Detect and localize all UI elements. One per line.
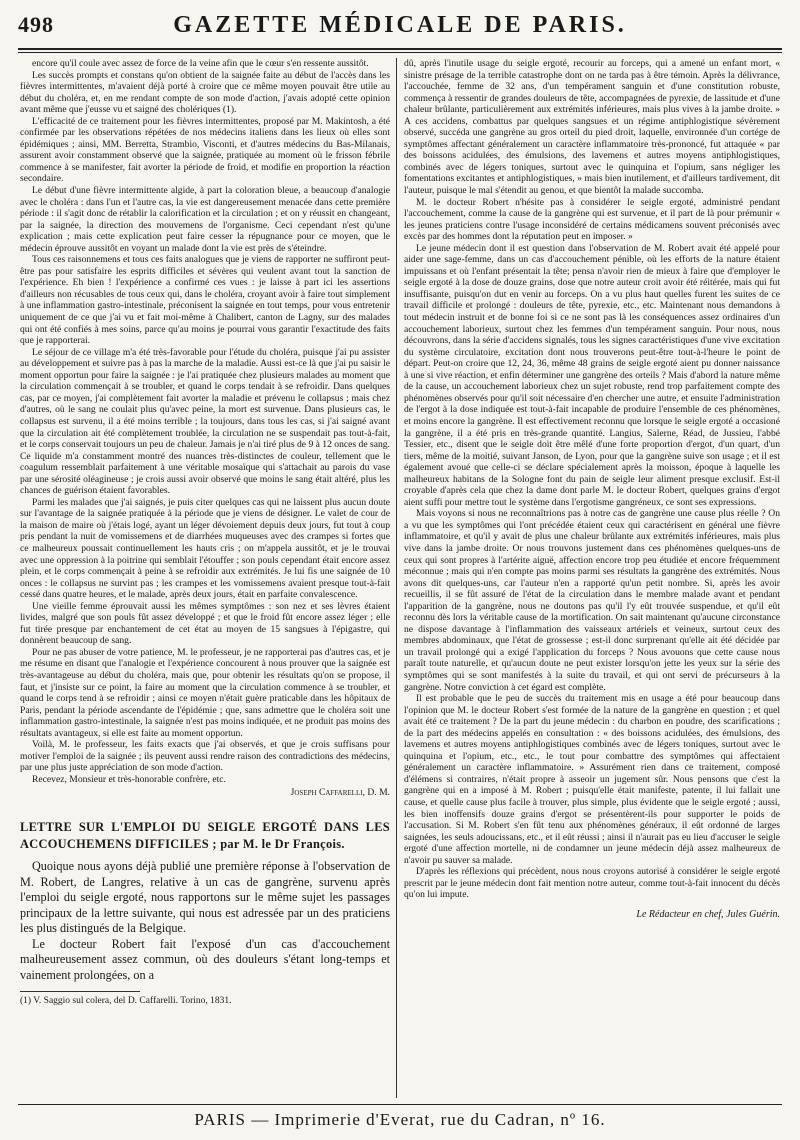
paragraph: Il est probable que le peu de succès du traitement mis en usage a été pour beaucoup dans l'opinion que M. le docteur Robert s'est formée de la nature de la gangrène en question ; et quel avait été ce traitement ? De la part du jeune médecin : du charbon en poudre, des scarifications ; de la part des médecins appelés en consultation : « des boissons acidulées, des émulsions, des lavemens et autres moyens antiphlogistiques combinés avec de légers toniques, surtout avec le quinquina et l'opium, etc., etc., le tout pour combattre des symptômes qui affectaient généralement un caractère inflammatoire. » Assurément rien dans ce traitement, composé d'élémens si contraires, n'était propre à asseoir un jugement sûr. Nous pensons que c'est la gangrène qui en a imposé à M. Robert ; puisqu'elle était manifeste, patente, il lui fallait une cause, et quelle cause plus facile à trouver, plus simple, plus évidente que le seigle ergoté ; aussi, les bien inoffensifs douze grains d'ergot se présentèrent-ils pour supporter le poids de l'accusation. Si M. Robert s'en fût tenu aux phénomènes généraux, il eût ordonné de larges saignées, les seuls adoucissans, etc., et il eût réussi ; ainsi il n'aurait pas eu lieu d'accuser le seigle ergoté d'une affection mortelle, ni de condamner un jeune médecin déjà assez malheureux de n'avoir pu sauver sa malade.: [404, 693, 780, 866]
header-rule: [18, 48, 782, 53]
left-column: [20, 58, 390, 1098]
masthead-title: GAZETTE MÉDICALE DE PARIS.: [173, 12, 627, 38]
paragraph: Recevez, Monsieur et très-honorable confrère, etc.: [32, 773, 226, 785]
article-intro: [20, 859, 390, 983]
paragraph: L'efficacité de ce traitement pour les fièvres intermittentes, proposé par M. Makintosh, a été confirmée par les observations répétées de nos médecins italiens dans les lieux où elles sont épidémiques ; ainsi, MM. Berretta, Strambio, Visconti, et d'autres médecins du Bas-Milanais, assurent avoir constamment observé que la saignée, pratiquée au moment où le frisson fébrile commence à se manifester, fait avorter la période de froid, et modifie en proportion la réaction secondaire.: [20, 115, 390, 185]
paragraph: encore qu'il coule avec assez de force de la veine afin que le cœur s'en ressente aussitôt.: [32, 58, 369, 69]
paragraph: Tous ces raisonnemens et tous ces faits analogues que je viens de rapporter ne suffiront peut-être pas pour satisfaire les esprits difficiles et sévères qui veulent avant tout la sanction de l'expérience. Eh bien ! l'expérience a confirmé ces vues : je laisse à part ici les assertions d'ailleurs non récusables de tous ceux qui, dans le choléra, croyant avoir à faire tout simplement à une inflammation gastro-intestinale, préconisent la saignée en tout temps, pour vous entretenir uniquement de ce que j'ai vu et fait moi-même à Chalibert, canton de Lagny, sur des malades qui ont été confiés à mes soins, parce qu'au moins je pourrai vous garantir l'exactitude des faits que je rapporterai.: [20, 254, 390, 347]
paragraph: Le jeune médecin dont il est question dans l'observation de M. Robert avait été appelé pour aider une sage-femme, dans un cas d'accouchement pénible, où les efforts de la nature étaient impuissans et où l'enfant présentait la tête; pensa n'avoir rien de mieux à faire que d'employer le seigle ergoté à la dose de douze grains, dose que notre auteur croit avoir été réitérée, mais qui fut insuffisante, puisqu'on dut en venir au forceps. On a vu plus haut quelles furent les suites de ce travail difficile et prolongé : douleurs de tête, pyrexie, etc., etc. Maintenant nous demandons à tout médecin instruit et de bonne foi si ce ne sont pas là les conséquences assez ordinaires d'un accouchement laborieux, surtout chez les femmes d'un tempérament sanguin. Pour nous, nous découvrons, dans la série d'accidens signalés, tous les signes caractéristiques d'une vive excitation du système circulatoire, excitation dont nous trouverons peut-être tout-à-l'heure le point de départ. Peut-on croire que 12, 24, 36, même 48 grains de seigle ergoté aient pu donner naissance à une si vive réaction, et enfin déterminer une gangrène des orteils ? Mais d'abord la nature même de la cause, un accouchement laborieux chez un sujet robuste, rend trop parfaitement compte des phénomènes observés pour qu'il soit nécessaire d'en chercher une autre, et ensuite l'administration de l'ergot à la dose indiquée est tout-à-fait incapable de produire l'ensemble de ces phénomènes, et moins encore la gangrène. Il est effectivement reconnu que lorsque le seigle ergoté a occasioné la gangrène, il a été pris en très-grande quantité. Langius, Salerne, Réad, de Jussieu, l'abbé Tessier, etc., disent que le seigle doit être mêlé d'une forte proportion d'ergot, d'un quart, d'un tiers, même de la moitié, suivant Janson, de Lyon, pour que la gangrène suive son usage ; et il est également avoué que celle-ci se déclare spécialement après la moisson, époque à laquelle les malheureux habitans de la Sologne font du pain de seigle leur aliment presque exclusif. Est-il croyable d'après cela que chez la dame dont parle M. le docteur Robert, quelques grains d'ergot aient suffi pour mettre tout le système dans l'ergotisme gangréneux, ce sont ses expressions.: [404, 242, 780, 508]
page-header: [18, 12, 782, 42]
column-divider: [396, 58, 397, 1098]
paragraph: Pour ne pas abuser de votre patience, M. le professeur, je ne rapporterai pas d'autres cas, et je me résume en disant que l'analogie et l'expérience concourent à nous prouver que la saignée est très-avantageuse au début du choléra, mais que, pour obtenir les résultats qu'on se propose, il faut, et j'insiste sur ce point, la faire au moment que la circulation commence à se troubler, et quand le corps tend à se refroidir ; ainsi ce moyen n'était guère praticable dans les hôpitaux de Paris, pendant la période ascendante de l'épidémie ; que, sans admettre que le choléra soit une inflammation gastro-intestinale, la saignée n'est pas moins indiquée, et ne produit pas moins des résultats avantageux, si elle est faite au moment opportun.: [20, 646, 390, 739]
page-number: 498: [18, 12, 54, 37]
paragraph: Mais voyons si nous ne reconnaîtrions pas à notre cas de gangrène une cause plus réelle ? On a vu que les symptômes qui l'ont précédée étaient ceux qui caractérisent en général une fièvre inflammatoire, et qu'il y avait de plus une chaleur brûlante aux extrémités inférieures, mais plus vive dans la jambe droite. Or nous trouvons justement dans ces phénomènes quelques-uns de ceux qui sont propres à l'artérite aiguë, affection encore trop peu étudiée et encore fréquemment méconnue ; mais qui n'en compte pas moins parmi ses résultats la gangrène des extrémités. Nous avons dit quelques-uns, car l'auteur n'en a rapporté qu'un petit nombre. Si, après les avoir recueillis, il se fût assuré de l'état de la circulation dans le membre malade avant et pendant l'apparition de la gangrène, nous ne doutons pas qu'il l'y eût trouvée suspendue, et qu'il eût reconnu dès lors la véritable cause de la mortification. On sait maintenant qu'aucune circonstance ne dispose davantage à l'inflammation des vaisseaux artériels et veineux, surtout ceux des membres abdominaux, que l'état de grossesse ; est-il donc surprenant qu'elle ait été décidée par un travail prolongé qui a exigé l'application du forceps ? Nous avouons que cette cause nous paraît toute naturelle, et qu'aucun doute ne peut exister lorsqu'on jette les yeux sur la série des symptômes qui se sont manifestés à la suite du travail, et qui ont servi de précurseurs à la gangrène. Notre conviction à cet égard est complète.: [404, 508, 780, 693]
article-title: LETTRE SUR L'EMPLOI DU SEIGLE ERGOTÉ DANS LES ACCOUCHEMENS DIFFICILES ; par M. le Dr François.: [20, 820, 390, 851]
paragraph: Parmi les malades que j'ai saignés, je puis citer quelques cas qui ne laissent plus aucun doute sur l'avantage de la saignée pratiquée à la période que je viens de désigner. Le valet de cour de la maison de maire où j'étais logé, ayant un léger dévoiement depuis deux jours, fut tout à coup pris pendant la nuit de vomissemens et de diarrhées muqueuses avec des crampes si fortes que ce malheureux poussait continuellement les hauts cris ; on m'appela aussitôt, et je le trouvai avec une oppression à la poitrine qui semblait l'étouffer ; son pouls cependant était encore assez plein, et le corps commençait à peine à se refroidir aux extrémités. Je lui fis une saignée de 10 onces : le collapsus ne survint pas ; les crampes et les vomissemens avaient presque tout-à-fait cessé dans quatre heures, et le malade, après deux jours, était en parfaite convalescence.: [20, 496, 390, 601]
paragraph: Les succès prompts et constans qu'on obtient de la saignée faite au début de l'accès dans les fièvres intermittentes, m'avaient déjà porté à croire que ce même moyen pouvait être utile au début du choléra, et, en me rendant compte de son mode d'action, j'avais adopté cette opinion avant même que j'eusse vu et saigné des cholériques (1).: [20, 69, 390, 116]
footnote: (1) V. Saggio sul colera, del D. Caffarelli. Torino, 1831.: [20, 996, 232, 1006]
paragraph: Le séjour de ce village m'a été très-favorable pour l'étude du choléra, puisque j'ai pu assister au développement et suivre pas à pas la marche de la maladie. Aussi est-ce là que j'ai pu saisir le moment opportun pour faire la saignée : je l'ai pratiquée chez plusieurs malades au moment que la circulation commençait à se troubler, et quand le corps tendait à se refroidir. Dans quelques cas, par ce moyen, j'ai complètement fait avorter la maladie et prévenu le collapsus ; mais chez d'autres, où le sang ne coulait plus qu'avec peine, la mort est survenue. Dans plusieurs cas, le collapsus est survenu, il a été moins terrible ; la toujours, dans tous les cas, si j'ai saigné avant que la circulation ait été complètement troublée, la circulation ne se suspendait pas tout-à-fait, et le corps conservait toujours un peu de chaleur. Jamais je n'ai tiré plus de 9 à 12 onces de sang. Ce liquide m'a constamment montré des nuances très-distinctes de couleur, tellement que le coagulum ressemblait parfaitement à une véritable mosaïque qui s'attachait au parois du vase par une sérosité oléagineuse ; je crois aussi avoir observé que moins le sang était altéré, plus les chances de guérison étaient favorables.: [20, 346, 390, 497]
right-column: [404, 58, 780, 1098]
printer-imprint: PARIS — Imprimerie d'Everat, rue du Cadran, nº 16.: [194, 1110, 606, 1129]
paragraph: M. le docteur Robert n'hésite pas à considérer le seigle ergoté, administré pendant l'accouchement, comme la cause de la gangrène qui est survenue, et il part de là pour prémunir « les jeunes praticiens contre l'usage inconsidéré de certains médicamens souvent préconisés avec excès par des hommes dont la réputation peut en imposer. »: [404, 196, 780, 243]
footer-rule: [18, 1104, 782, 1105]
editor-signature: Le Rédacteur en chef, Jules Guérin.: [636, 908, 780, 920]
letter-signature: Joseph Caffarelli, D. M.: [290, 787, 390, 799]
paragraph: Voilà, M. le professeur, les faits exacts que j'ai observés, et que je crois suffisans pour motiver l'emploi de la saignée ; ils peuvent aussi rendre raison des contradictions des médecins, par une plus juste appréciation de son mode d'action.: [20, 739, 390, 774]
paragraph: dû, après l'inutile usage du seigle ergoté, recourir au forceps, qui a amené un enfant mort, « sinistre présage de la terrible catastrophe dont on ne tarda pas à être témoin. Après la délivrance, l'accouchée, femme de 32 ans, d'un tempérament sanguin et d'une constitution robuste, commença à ressentir de grandes douleurs de tête, accompagnées de pyrexie, de lassitude et d'une chaleur brûlante, particulièrement aux extrémités inférieures, mais plus vives à la jambe droite. » A ces accidens, combattus par quelques sangsues et un régime antiphlogistique sévèrement observé, succéda une gangrène au gros orteil du pied droit, laquelle, environnée d'un cortége de symptômes affectant généralement un caractère inflammatoire très-prononcé, fut attaquée « par des boissons acidulées, des émulsions, des lavemens et autres moyens antiphlogistiques, combinés avec de légers toniques, surtout avec le quinquina et l'opium, sans négliger les fomentations excitantes et antiphlogistiques, » mais bien inutilement, et d'ailleurs tardivement, dit l'auteur, puisque le mal s'étendit au genou, et que bientôt la malade succomba.: [404, 58, 780, 197]
paragraph: Quoique nous ayons déjà publié une première réponse à l'observation de M. Robert, de Langres, relative à un cas de gangrène, survenu après l'emploi du seigle ergoté, nous rapportons sur le même sujet les passages principaux de la lettre suivante, qui nous est adressée par un des praticiens les plus distingués de la Belgique.: [20, 859, 390, 935]
paragraph: Une vieille femme éprouvait aussi les mêmes symptômes : son nez et ses lèvres étaient livides, malgré que son pouls fût assez développé ; et que le froid fût encore assez léger ; elle fut tirée presque par enchantement de cet état au moyen de 15 sangsues à l'épigastre, qui donnèrent beaucoup de sang.: [20, 600, 390, 647]
paragraph: Le docteur Robert fait l'exposé d'un cas d'accouchement malheureusement assez commun, où des douleurs s'étant long-temps et vainement prolongées, on a: [20, 936, 390, 982]
paragraph: Le début d'une fièvre intermittente algide, à part la coloration bleue, a beaucoup d'analogie avec le choléra : dans l'un et l'autre cas, la vie est dangereusement menacée dans cette première période : il s'agit donc de rétablir la calorification et la circulation ; et on y réussit en changeant, par la saignée, la direction des mouvemens de l'organisme. Ceci cependant n'est qu'une explication ; mais cette explication peut faire cesser la répugnance pour ce moyen, que le médecin éprouve aussitôt en voyant un malade dont la vie est près de s'éteindre.: [20, 185, 390, 254]
footnote-rule: [20, 991, 140, 992]
paragraph: D'après les réflexions qui précèdent, nous nous croyons autorisé à considérer le seigle ergoté prescrit par le jeune médecin dont fait mention notre auteur, comme tout-à-fait innocent du décès qu'on lui impute.: [404, 866, 780, 901]
